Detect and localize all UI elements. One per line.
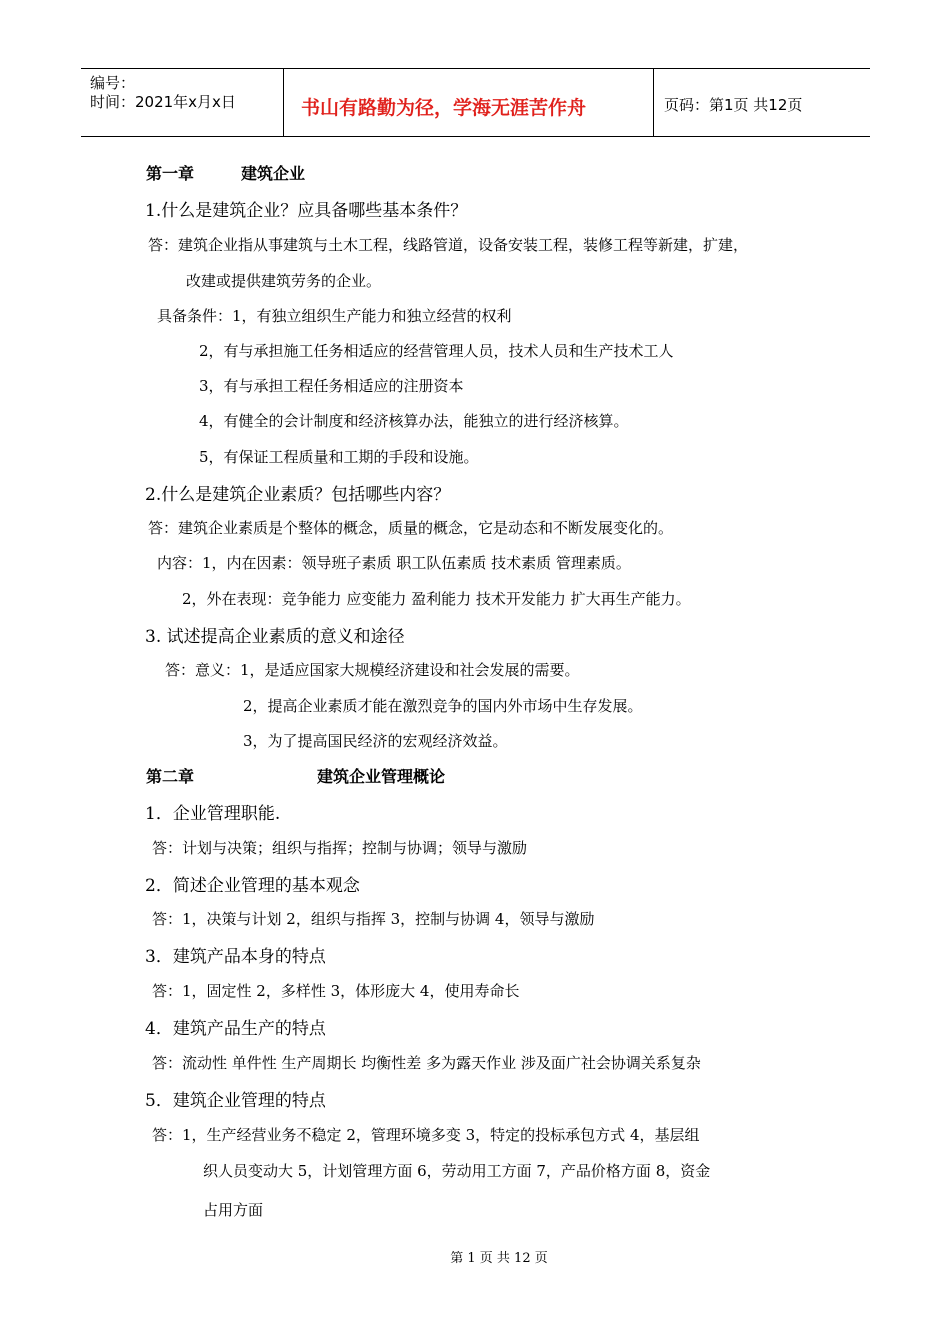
page-footer (0, 1247, 950, 1266)
header-page-number: 页码：第1页 共12页 (664, 96, 803, 114)
ch1-q1-condition-1: 具备条件：1，有独立组织生产能力和独立经营的权利 (157, 307, 512, 325)
document-time-label: 时间：2021年x月x日 (90, 93, 236, 111)
ch1-q3-answer-3: 3，为了提高国民经济的宏观经济效益。 (243, 732, 508, 750)
ch2-q2-answer: 答：1，决策与计划 2，组织与指挥 3，控制与协调 4，领导与激励 (152, 910, 595, 928)
ch2-q1-answer: 答：计划与决策；组织与指挥；控制与协调；领导与激励 (152, 839, 528, 857)
ch1-q1-condition-2: 2，有与承担施工任务相适应的经营管理人员，技术人员和生产技术工人 (199, 342, 674, 360)
ch1-q3-answer-1: 答：意义：1，是适应国家大规模经济建设和社会发展的需要。 (165, 661, 580, 679)
ch1-q3-answer-2: 2，提高企业素质才能在激烈竞争的国内外市场中生存发展。 (243, 697, 643, 715)
ch2-q4-answer: 答：流动性 单件性 生产周期长 均衡性差 多为露天作业 涉及面广社会协调关系复杂 (152, 1054, 701, 1072)
ch1-q2-content-2: 2，外在表现：竞争能力 应变能力 盈利能力 技术开发能力 扩大再生产能力。 (182, 590, 691, 608)
ch1-question-3: 3. 试述提高企业素质的意义和途径 (145, 627, 405, 647)
ch2-question-4: 4．建筑产品生产的特点 (145, 1019, 326, 1039)
header-table (81, 68, 870, 137)
ch2-question-2: 2．简述企业管理的基本观念 (145, 876, 360, 896)
ch1-q1-answer-line2: 改建或提供建筑劳务的企业。 (186, 272, 382, 290)
ch2-question-5: 5．建筑企业管理的特点 (145, 1091, 326, 1111)
document-number-label: 编号： (90, 74, 136, 92)
ch1-q1-condition-4: 4，有健全的会计制度和经济核算办法，能独立的进行经济核算。 (199, 412, 629, 430)
ch1-q1-condition-5: 5，有保证工程质量和工期的手段和设施。 (199, 448, 479, 466)
ch2-q5-answer-line1: 答：1，生产经营业务不稳定 2，管理环境多变 3，特定的投标承包方式 4，基层组 (152, 1126, 700, 1144)
ch2-q3-answer: 答：1，固定性 2，多样性 3，体形庞大 4，使用寿命长 (152, 982, 520, 1000)
ch1-question-1: 1.什么是建筑企业？应具备哪些基本条件？ (145, 201, 468, 221)
ch2-question-1: 1．企业管理职能. (145, 804, 281, 824)
ch1-q2-answer: 答：建筑企业素质是个整体的概念，质量的概念，它是动态和不断发展变化的。 (148, 519, 674, 537)
header-info-cell (81, 69, 284, 136)
header-motto-cell (283, 69, 654, 136)
header-page-cell (654, 69, 870, 136)
ch1-q1-condition-3: 3，有与承担工程任务相适应的注册资本 (199, 377, 464, 395)
footer-page-number: 第 1 页 共 12 页 (450, 1251, 548, 1266)
chapter2-label: 第二章 (146, 767, 195, 786)
chapter1-label: 第一章 (146, 164, 195, 183)
chapter2-title: 建筑企业管理概论 (317, 767, 446, 786)
ch2-question-3: 3．建筑产品本身的特点 (145, 947, 326, 967)
ch2-q5-answer-line3: 占用方面 (203, 1201, 264, 1219)
ch1-q2-content-1: 内容：1，内在因素：领导班子素质 职工队伍素质 技术素质 管理素质。 (157, 554, 631, 572)
ch2-q5-answer-line2: 织人员变动大 5，计划管理方面 6，劳动用工方面 7，产品价格方面 8，资金 (203, 1162, 711, 1180)
ch1-q1-answer-line1: 答：建筑企业指从事建筑与土木工程，线路管道，设备安装工程，装修工程等新建，扩建， (148, 236, 749, 254)
chapter1-title: 建筑企业 (241, 164, 306, 183)
motto-text: 书山有路勤为径，学海无涯苦作舟 (301, 97, 587, 119)
ch1-question-2: 2.什么是建筑企业素质？包括哪些内容？ (145, 485, 451, 505)
